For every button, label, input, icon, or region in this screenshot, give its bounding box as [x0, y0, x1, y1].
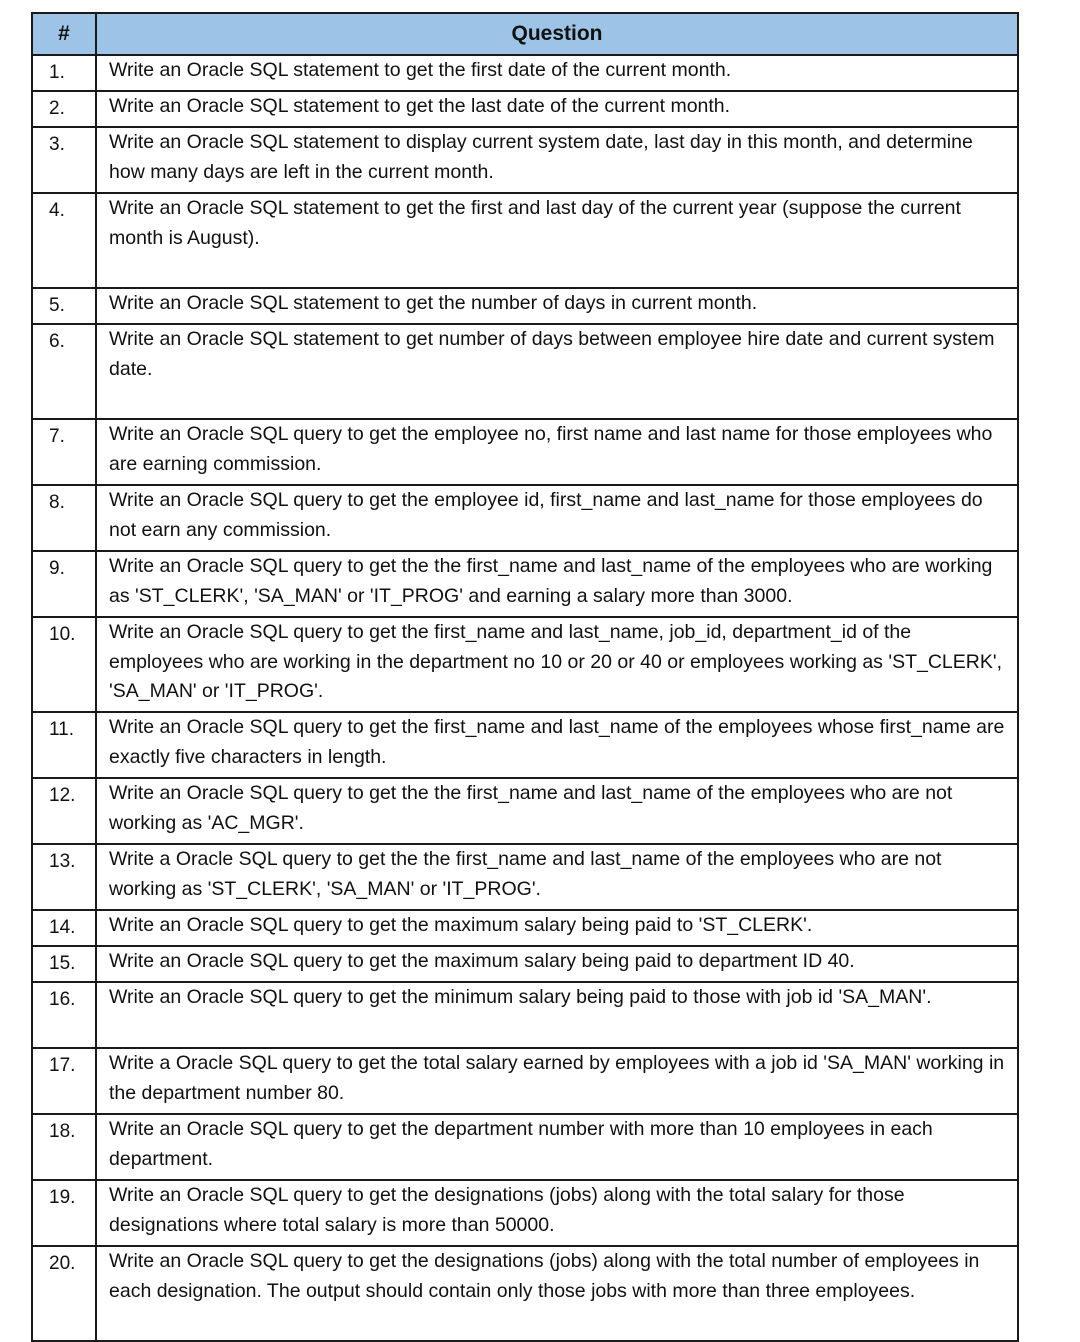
question-text: Write a Oracle SQL query to get the the first_name and last_name of the employees who are not working as 'ST_CLERK', 'SA_MAN' or 'IT_PROG'.: [96, 844, 1018, 910]
question-number: 12.: [32, 778, 96, 844]
question-number: 4.: [32, 193, 96, 288]
table-row: [32, 910, 1018, 946]
table-row: [32, 712, 1018, 778]
question-number: 3.: [32, 127, 96, 193]
table-row: [32, 1048, 1018, 1114]
table-header-row: [32, 13, 1018, 55]
question-text: Write an Oracle SQL query to get the maximum salary being paid to 'ST_CLERK'.: [96, 910, 1018, 946]
question-text: Write an Oracle SQL query to get the first_name and last_name, job_id, department_id of the employees who are working in the department no 10 or 20 or 40 or employees working as 'ST_CLERK', 'SA_MAN' or 'IT_PROG'.: [96, 617, 1018, 712]
question-text: Write an Oracle SQL statement to get number of days between employee hire date and current system date.: [96, 324, 1018, 419]
question-number: 1.: [32, 55, 96, 91]
question-number: 10.: [32, 617, 96, 712]
question-text: Write an Oracle SQL query to get the the first_name and last_name of the employees who are working as 'ST_CLERK', 'SA_MAN' or 'IT_PROG' and earning a salary more than 3000.: [96, 551, 1018, 617]
questions-table: [31, 12, 1019, 1342]
question-number: 20.: [32, 1246, 96, 1341]
question-number: 9.: [32, 551, 96, 617]
question-text: Write an Oracle SQL query to get the department number with more than 10 employees in each department.: [96, 1114, 1018, 1180]
table-row: [32, 551, 1018, 617]
question-number: 8.: [32, 485, 96, 551]
table-row: [32, 946, 1018, 982]
question-text: Write an Oracle SQL query to get the the first_name and last_name of the employees who are not working as 'AC_MGR'.: [96, 778, 1018, 844]
question-number: 19.: [32, 1180, 96, 1246]
question-text: Write an Oracle SQL query to get the maximum salary being paid to department ID 40.: [96, 946, 1018, 982]
table-row: [32, 617, 1018, 712]
table-row: [32, 288, 1018, 324]
table-row: [32, 1246, 1018, 1341]
question-number: 15.: [32, 946, 96, 982]
question-number: 11.: [32, 712, 96, 778]
question-text: Write a Oracle SQL query to get the total salary earned by employees with a job id 'SA_MAN' working in the department number 80.: [96, 1048, 1018, 1114]
question-number: 17.: [32, 1048, 96, 1114]
question-text: Write an Oracle SQL query to get the employee id, first_name and last_name for those employees do not earn any commission.: [96, 485, 1018, 551]
question-number: 16.: [32, 982, 96, 1048]
table-row: [32, 485, 1018, 551]
table-row: [32, 1180, 1018, 1246]
table-row: [32, 127, 1018, 193]
question-text: Write an Oracle SQL query to get the minimum salary being paid to those with job id 'SA_MAN'.: [96, 982, 1018, 1048]
question-number: 14.: [32, 910, 96, 946]
table-row: [32, 324, 1018, 419]
question-number: 6.: [32, 324, 96, 419]
header-number: #: [32, 13, 96, 55]
table-row: [32, 91, 1018, 127]
table-row: [32, 982, 1018, 1048]
question-number: 2.: [32, 91, 96, 127]
question-number: 7.: [32, 419, 96, 485]
question-text: Write an Oracle SQL query to get the employee no, first name and last name for those employees who are earning commission.: [96, 419, 1018, 485]
table-row: [32, 193, 1018, 288]
table-row: [32, 55, 1018, 91]
question-text: Write an Oracle SQL query to get the first_name and last_name of the employees whose first_name are exactly five characters in length.: [96, 712, 1018, 778]
table-row: [32, 778, 1018, 844]
question-text: Write an Oracle SQL statement to display current system date, last day in this month, and determine how many days are left in the current month.: [96, 127, 1018, 193]
question-number: 13.: [32, 844, 96, 910]
question-text: Write an Oracle SQL statement to get the number of days in current month.: [96, 288, 1018, 324]
table-row: [32, 844, 1018, 910]
question-number: 18.: [32, 1114, 96, 1180]
question-number: 5.: [32, 288, 96, 324]
question-text: Write an Oracle SQL statement to get the first and last day of the current year (suppose the current month is August).: [96, 193, 1018, 288]
table-row: [32, 419, 1018, 485]
header-question: Question: [96, 13, 1018, 55]
question-text: Write an Oracle SQL statement to get the last date of the current month.: [96, 91, 1018, 127]
table-row: [32, 1114, 1018, 1180]
question-text: Write an Oracle SQL statement to get the first date of the current month.: [96, 55, 1018, 91]
question-text: Write an Oracle SQL query to get the designations (jobs) along with the total salary for those designations where total salary is more than 50000.: [96, 1180, 1018, 1246]
question-text: Write an Oracle SQL query to get the designations (jobs) along with the total number of employees in each designation. The output should contain only those jobs with more than three employees.: [96, 1246, 1018, 1341]
